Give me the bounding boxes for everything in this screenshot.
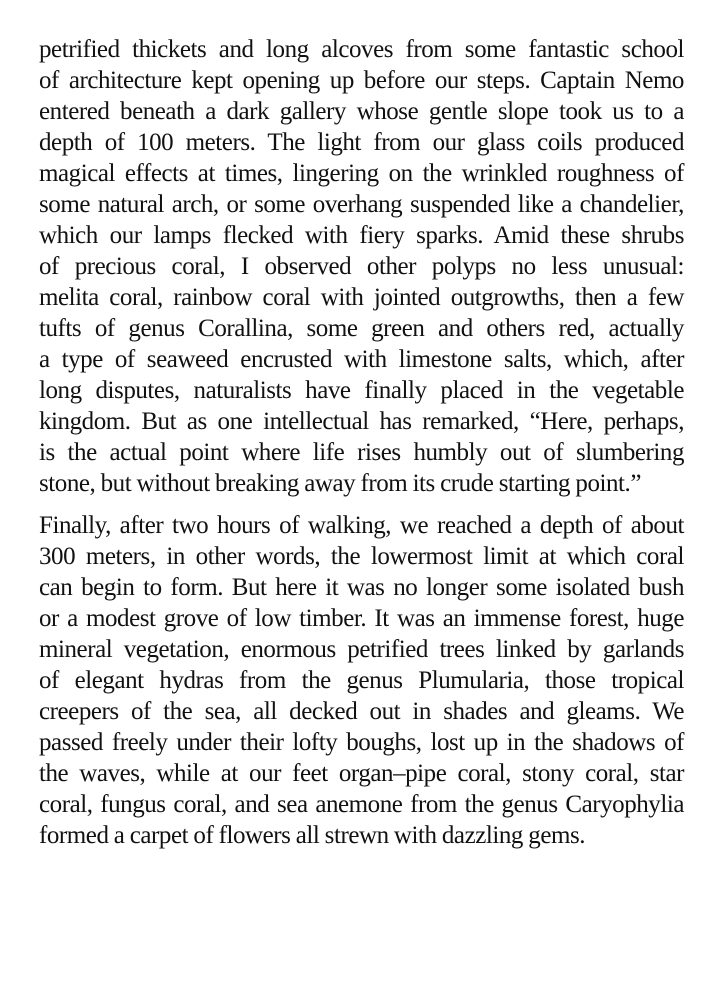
text-line: of elegant hydras from the genus Plumularia, those tropical	[39, 667, 684, 694]
text-line: Finally, after two hours of walking, we reached a depth of about	[39, 512, 684, 539]
text-line: entered beneath a dark gallery whose gentle slope took us to a	[39, 98, 684, 125]
text-line: of architecture kept opening up before our steps. Captain Nemo	[39, 67, 684, 94]
text-line: is the actual point where life rises humbly out of slumbering	[39, 439, 684, 466]
text-line: passed freely under their lofty boughs, lost up in the shadows of	[39, 729, 684, 756]
text-line: or a modest grove of low timber. It was an immense forest, huge	[39, 605, 684, 632]
text-line: which our lamps flecked with fiery sparks. Amid these shrubs	[39, 222, 684, 249]
text-line: coral, fungus coral, and sea anemone from the genus Caryophylia	[39, 791, 684, 818]
text-line: stone, but without breaking away from its crude starting point.”	[39, 470, 641, 497]
document-page	[39, 34, 684, 851]
text-line: kingdom. But as one intellectual has remarked, “Here, perhaps,	[39, 408, 684, 435]
text-line: depth of 100 meters. The light from our glass coils produced	[39, 129, 684, 156]
text-line: petrified thickets and long alcoves from some fantastic school	[39, 36, 684, 63]
text-line: creepers of the sea, all decked out in shades and gleams. We	[39, 698, 684, 725]
text-line: of precious coral, I observed other polyps no less unusual:	[39, 253, 684, 280]
text-line: 300 meters, in other words, the lowermost limit at which coral	[39, 543, 684, 570]
text-line: melita coral, rainbow coral with jointed outgrowths, then a few	[39, 284, 684, 311]
paragraph-2	[39, 510, 684, 851]
text-line: long disputes, naturalists have finally placed in the vegetable	[39, 377, 684, 404]
text-line: a type of seaweed encrusted with limestone salts, which, after	[39, 346, 684, 373]
text-line: formed a carpet of flowers all strewn with dazzling gems.	[39, 822, 586, 849]
text-line: some natural arch, or some overhang suspended like a chandelier,	[39, 191, 684, 218]
text-line: magical effects at times, lingering on the wrinkled roughness of	[39, 160, 684, 187]
paragraph-1	[39, 34, 684, 499]
text-line: the waves, while at our feet organ–pipe coral, stony coral, star	[39, 760, 684, 787]
text-line: mineral vegetation, enormous petrified trees linked by garlands	[39, 636, 684, 663]
text-line: can begin to form. But here it was no longer some isolated bush	[39, 574, 684, 601]
text-line: tufts of genus Corallina, some green and others red, actually	[39, 315, 684, 342]
